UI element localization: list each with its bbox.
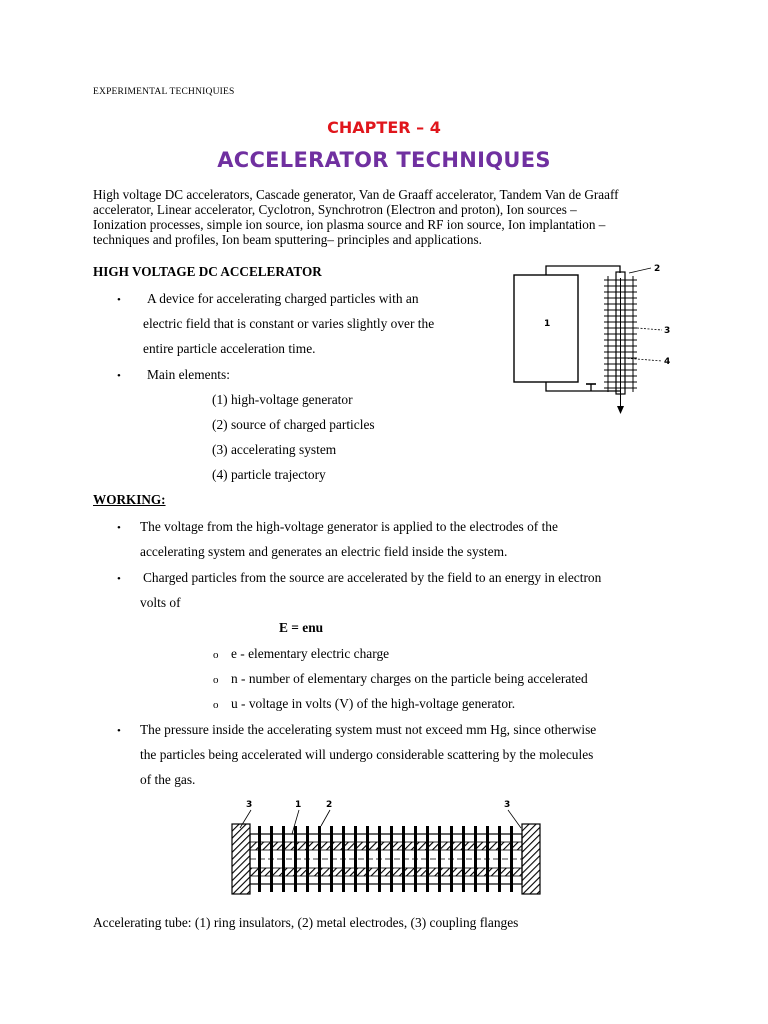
bullet-icon: • [117, 573, 121, 585]
sub-bullet-icon: o [213, 674, 219, 686]
bullet-icon: • [117, 725, 121, 737]
bullet-text: volts of [140, 595, 181, 610]
bullet-text: of the gas. [140, 772, 196, 787]
bullet-text: accelerating system and generates an electric field inside the system. [140, 544, 508, 559]
definition-item: n - number of elementary charges on the particle being accelerated [231, 671, 588, 686]
definition-item: u - voltage in volts (V) of the high-voltage generator. [231, 696, 516, 711]
bullet-text: electric field that is constant or varies slightly over the [143, 316, 435, 331]
bullet-text: A device for accelerating charged particles with an [147, 291, 419, 306]
intro-line: techniques and profiles, Ion beam sputtering– principles and applications. [93, 232, 482, 247]
accelerating-tube-diagram [226, 794, 546, 898]
bullet-icon: • [117, 370, 121, 382]
element-item: (1) high-voltage generator [212, 392, 353, 407]
fig1-label: 1 [544, 319, 551, 329]
bullet-text: The pressure inside the accelerating system must not exceed mm Hg, since otherwise [140, 722, 597, 737]
element-item: (3) accelerating system [212, 442, 337, 457]
intro-paragraph [93, 187, 683, 247]
fig2-label: 3 [246, 800, 253, 810]
chapter-title: ACCELERATOR TECHNIQUES [217, 148, 551, 172]
fig2-label: 2 [326, 800, 333, 810]
energy-equation: E = enu [279, 620, 324, 635]
intro-line: Ionization processes, simple ion source, ion plasma source and RF ion source, Ion implantation – [93, 217, 606, 232]
hv-accelerator-diagram [508, 258, 688, 418]
figure-caption: Accelerating tube: (1) ring insulators, (2) metal electrodes, (3) coupling flanges [93, 915, 519, 930]
chapter-number: CHAPTER – 4 [327, 118, 441, 137]
running-header: EXPERIMENTAL TECHNIQUIES [93, 87, 235, 97]
intro-line: accelerator, Linear accelerator, Cyclotron, Synchrotron (Electron and proton), Ion sources – [93, 202, 577, 217]
sub-bullet-icon: o [213, 649, 219, 661]
definition-item: e - elementary electric charge [231, 646, 390, 661]
bullet-text: entire particle acceleration time. [143, 341, 316, 356]
fig1-label: 2 [654, 264, 661, 274]
fig1-label: 4 [664, 357, 671, 367]
element-item: (2) source of charged particles [212, 417, 375, 432]
element-item: (4) particle trajectory [212, 467, 326, 482]
working-heading: WORKING: [93, 492, 166, 507]
bullet-text: the particles being accelerated will undergo considerable scattering by the molecules [140, 747, 594, 762]
section-heading: HIGH VOLTAGE DC ACCELERATOR [93, 264, 322, 279]
fig1-label: 3 [664, 326, 671, 336]
sub-bullet-icon: o [213, 699, 219, 711]
fig2-label: 1 [295, 800, 302, 810]
intro-line: High voltage DC accelerators, Cascade generator, Van de Graaff accelerator, Tandem Van de Graaff [93, 187, 619, 202]
bullet-icon: • [117, 294, 121, 306]
bullet-text: Charged particles from the source are accelerated by the field to an energy in electron [143, 570, 602, 585]
bullet-icon: • [117, 522, 121, 534]
fig2-label: 3 [504, 800, 511, 810]
bullet-text: The voltage from the high-voltage generator is applied to the electrodes of the [140, 519, 558, 534]
bullet-text: Main elements: [147, 367, 230, 382]
